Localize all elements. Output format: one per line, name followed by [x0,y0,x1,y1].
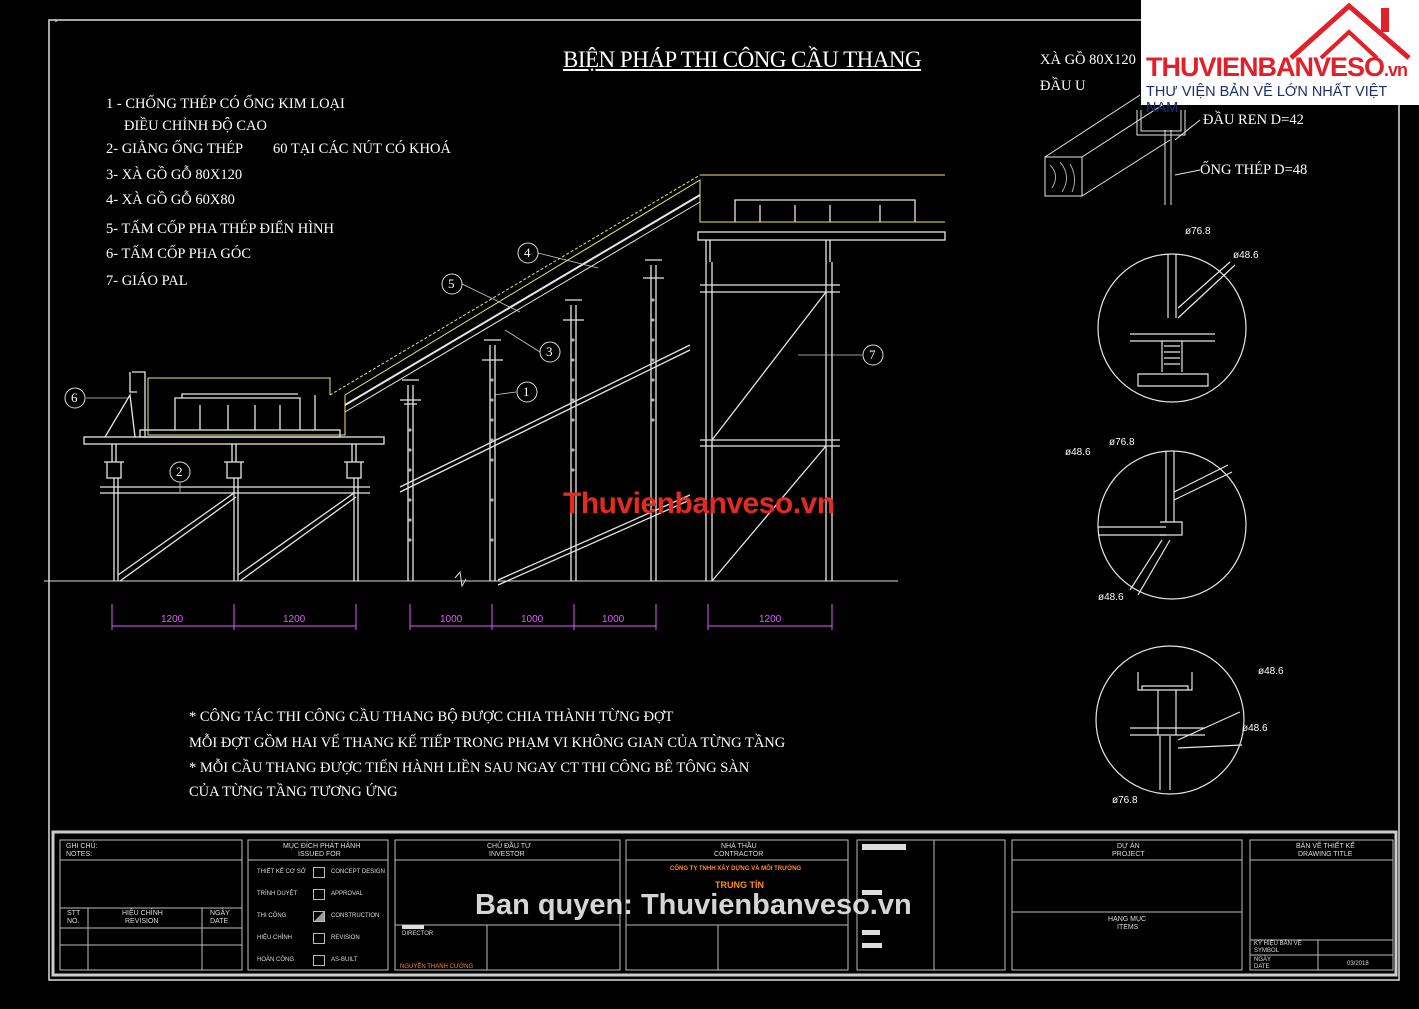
note-line-1: * CÔNG TÁC THI CÔNG CẦU THANG BỘ ĐƯỢC CHIA THÀNH TỪNG ĐỢT [189,709,674,725]
tb-items: HẠNG MỤC [1108,916,1147,923]
tb-symbol: KÝ HIỆU BẢN VẼ [1254,941,1302,947]
label-dau-ren: ĐẦU REN D=42 [1203,112,1304,128]
checkbox-construction[interactable] [313,911,325,922]
label-d486-e: ø48.6 [1242,723,1268,734]
tb-issued-row-3: THI CÔNG [257,913,287,919]
legend-item-4: 4- XÀ GỒ GỖ 60X80 [106,192,235,208]
tb-date-en: DATE [210,918,229,925]
legend-item-6: 6- TẤM CỐP PHA GÓC [106,246,252,262]
left-props [100,444,370,581]
tb-issued-row-5-en: AS-BUILT [331,957,358,963]
tb-notes: GHI CHÚ: [66,843,98,850]
dim-5: 1000 [602,614,625,625]
tb-contractor-company: CÔNG TY TNHH XÂY DỰNG VÀ MÔI TRƯỜNG [670,866,802,872]
tb-director-name: NGUYỄN THANH CƯỜNG [400,964,474,970]
checkbox-revision[interactable] [313,933,325,944]
legend-item-7: 7- GIÁO PAL [106,273,188,289]
legend-item-2: 2- GIẰNG ỐNG THÉP [106,141,244,157]
tb-issued-row-2: TRÌNH DUYỆT [257,891,298,897]
label-d486-d: ø48.6 [1258,666,1284,677]
watermark-copyright: Ban quyen: Thuvienbanveso.vn [475,889,912,921]
tb-issued-row-4: HIỆU CHỈNH [257,935,293,941]
callout-4: 4 [524,245,531,260]
note-line-2: MỖI ĐỢT GỒM HAI VẾ THANG KẾ TIẾP TRONG PHẠM VI KHÔNG GIAN CỦA TỪNG TẦNG [189,735,786,751]
tb-date-value: 03/2018 [1347,961,1369,967]
tb-notes-en: NOTES: [66,851,93,858]
callout-7: 7 [869,347,876,362]
tb-issued-row-2-en: APPROVAL [331,891,363,897]
tb-investor-en: INVESTOR [489,851,525,858]
dim-1: 1200 [161,614,184,625]
label-d486-b: ø48.6 [1065,447,1091,458]
legend-item-1: 1 - CHỐNG THÉP CÓ ỐNG KIM LOẠI [106,96,345,112]
callout-3: 3 [546,344,553,359]
label-ong-thep: ỐNG THÉP D=48 [1200,162,1308,178]
label-dau-u: ĐẦU U [1040,78,1086,94]
dim-4: 1000 [521,614,544,625]
site-logo[interactable] [1141,0,1419,116]
legend-item-1b: ĐIỀU CHỈNH ĐỘ CAO [124,118,267,134]
tb-issued-row-3-en: CONSTRUCTION [331,913,380,919]
pal-scaffold [700,240,840,581]
tb-issued-row-5: HOÀN CÔNG [257,957,295,963]
tb-drawing-title-en: DRAWING TITLE [1298,851,1353,858]
tb-issued-en: ISSUED FOR [298,851,341,858]
drawing-title: BIỆN PHÁP THI CÔNG CẦU THANG [563,47,922,72]
connection-details [1096,254,1246,794]
tb-date2: NGÀY [1254,957,1272,963]
callout-5: 5 [448,276,455,291]
house-roof-icon [1141,0,1419,60]
callout-6: 6 [71,390,78,405]
tb-items-en: ITEMS [1117,924,1139,931]
tb-director: DIRECTOR [402,931,434,937]
callout-1: 1 [523,384,530,399]
callout-2: 2 [176,464,183,479]
legend-item-2b: 60 TẠI CÁC NÚT CÓ KHOÁ [273,141,451,157]
checkbox-concept[interactable] [313,867,325,878]
tb-symbol-en: SYMBOL [1254,948,1280,954]
label-d486-c: ø48.6 [1098,592,1124,603]
label-xa-go: XÀ GỒ 80X120 [1040,52,1136,68]
checkbox-as-built[interactable] [313,955,325,966]
tb-stt: STT [67,910,81,917]
legend-item-3: 3- XÀ GỒ GỖ 80X120 [106,167,243,183]
tb-contractor: NHÀ THẦU [721,843,757,850]
tb-revision-en: REVISION [125,918,159,925]
legend-item-5: 5- TẤM CỐP PHA THÉP ĐIỂN HÌNH [106,221,334,237]
logo-tagline: THƯ VIỆN BẢN VẼ LỚN NHẤT VIỆT NAM [1146,84,1388,116]
label-d768-a: ø76.8 [1185,226,1211,237]
logo-name-text: THUVIENBANVESO [1146,52,1385,82]
tb-contractor-name: TRUNG TÍN [715,880,764,890]
dim-3: 1000 [440,614,463,625]
tb-date: NGÀY [210,910,230,917]
note-line-4: CỦA TỪNG TẦNG TƯƠNG ỨNG [189,784,398,800]
tb-project: DỰ ÁN [1117,843,1140,850]
tb-contractor-en: CONTRACTOR [714,851,764,858]
note-line-3: * MỖI CẦU THANG ĐƯỢC TIẾN HÀNH LIỀN SAU NGAY CT THI CÔNG BÊ TÔNG SÀN [189,760,750,776]
stair-props [400,260,690,585]
dim-6: 1200 [759,614,782,625]
tb-issued-row-4-en: REVISION [331,935,360,941]
tb-revision: HIỆU CHỈNH [122,910,163,917]
tb-issued-row-1-en: CONCEPT DESIGN [331,869,385,875]
checkbox-approval[interactable] [313,889,325,900]
tb-drawing-title: BẢN VẼ THIẾT KẾ [1296,843,1355,850]
label-d768-c: ø76.8 [1112,795,1138,806]
logo-name [1146,52,1407,83]
tb-issued: MỤC ĐÍCH PHÁT HÀNH [283,843,361,850]
dim-2: 1200 [283,614,306,625]
label-d486-a: ø48.6 [1233,250,1259,261]
logo-tld: .vn [1384,60,1408,80]
dimension-lines [112,604,832,630]
tb-investor: CHỦ ĐẦU TƯ [487,843,531,850]
label-d768-b: ø76.8 [1109,437,1135,448]
tb-project-en: PROJECT [1112,851,1145,858]
tb-no: NO. [67,918,80,925]
tb-date2-en: DATE [1254,964,1270,970]
tb-issued-row-1: THIẾT KẾ CƠ SỞ [257,869,306,875]
watermark-center: Thuvienbanveso.vn [563,487,835,520]
